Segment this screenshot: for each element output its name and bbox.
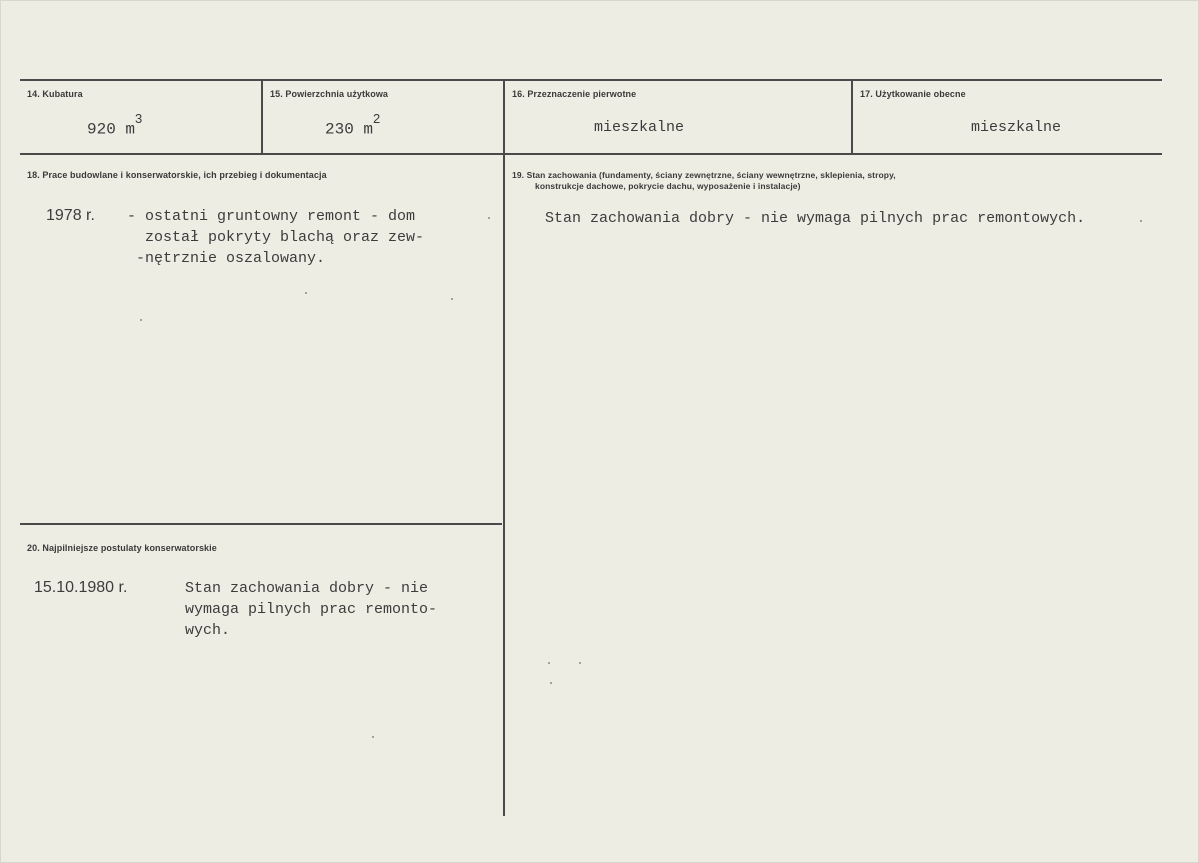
divider-16-17 bbox=[851, 80, 853, 154]
field-15-number: 230 m bbox=[325, 120, 374, 139]
field-19-label-line-1: 19. Stan zachowania (fundamenty, ściany zewnętrzne, ściany wewnętrzne, sklepienia, stropy, bbox=[512, 170, 896, 180]
field-20-line-2: wymaga pilnych prac remonto- bbox=[185, 601, 438, 618]
field-15-exponent: 2 bbox=[373, 111, 381, 126]
field-20-date: 15.10.1980 r. bbox=[34, 579, 128, 596]
field-16-value: mieszkalne bbox=[594, 119, 685, 136]
paper-speck bbox=[140, 319, 142, 321]
field-14-value bbox=[87, 111, 143, 139]
field-20-label: 20. Najpilniejsze postulaty konserwatorskie bbox=[27, 543, 217, 553]
field-20-line-1: Stan zachowania dobry - nie bbox=[185, 580, 429, 597]
field-15-value bbox=[325, 111, 381, 139]
main-divider bbox=[503, 154, 505, 816]
field-18-line-1: - ostatni gruntowny remont - dom bbox=[127, 208, 416, 225]
field-14-label: 14. Kubatura bbox=[27, 89, 83, 99]
field-19-value: Stan zachowania dobry - nie wymaga pilnych prac remontowych. bbox=[545, 210, 1086, 227]
section-20-rule bbox=[20, 523, 502, 525]
field-18-year: 1978 r. bbox=[46, 207, 95, 224]
field-19-label-line-2: konstrukcje dachowe, pokrycie dachu, wyposażenie i instalacje) bbox=[535, 181, 801, 191]
field-18-line-2: został pokryty blachą oraz zew- bbox=[145, 229, 425, 246]
field-17-value: mieszkalne bbox=[971, 119, 1062, 136]
field-18-line-3: -nętrznie oszalowany. bbox=[136, 250, 326, 267]
row1-bottom-rule bbox=[20, 153, 1162, 155]
paper-speck bbox=[1140, 220, 1142, 222]
paper-speck bbox=[579, 662, 581, 664]
field-17-label: 17. Użytkowanie obecne bbox=[860, 89, 966, 99]
field-14-number: 920 m bbox=[87, 120, 136, 139]
paper-speck bbox=[488, 217, 490, 219]
field-20-line-3: wych. bbox=[185, 622, 231, 639]
divider-14-15 bbox=[261, 80, 263, 154]
divider-15-16 bbox=[503, 80, 505, 154]
paper-speck bbox=[550, 682, 552, 684]
field-18-label: 18. Prace budowlane i konserwatorskie, ich przebieg i dokumentacja bbox=[27, 170, 327, 180]
paper-speck bbox=[305, 292, 307, 294]
top-rule bbox=[20, 79, 1162, 81]
paper-speck bbox=[451, 298, 453, 300]
field-14-exponent: 3 bbox=[135, 111, 143, 126]
field-16-label: 16. Przeznaczenie pierwotne bbox=[512, 89, 637, 99]
paper-speck bbox=[548, 662, 550, 664]
paper-speck bbox=[372, 736, 374, 738]
field-15-label: 15. Powierzchnia użytkowa bbox=[270, 89, 389, 99]
